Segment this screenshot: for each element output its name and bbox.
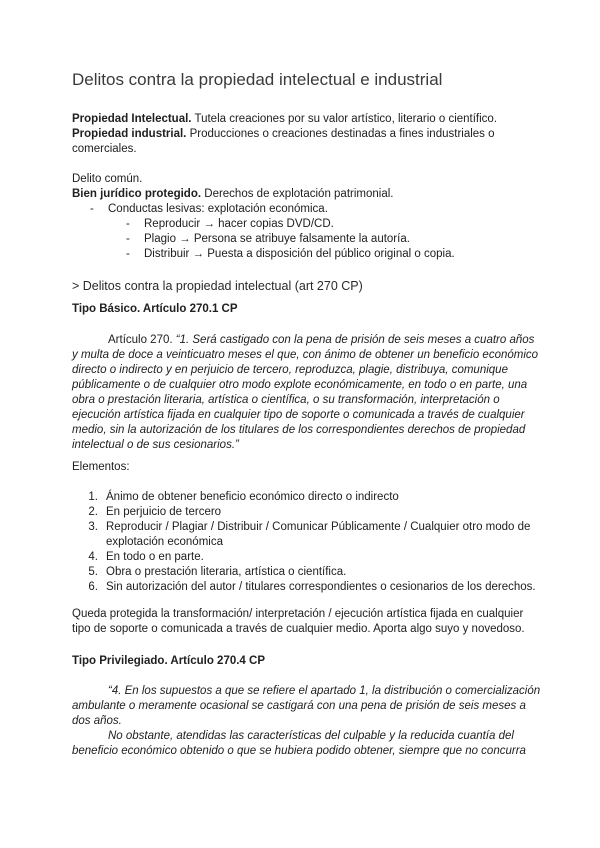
quote-line: directo o indirecto y en perjuicio de tercero, reproduzca, plagie, distribuya, comunique [72,364,508,376]
tipo-privilegiado-quote [72,684,541,759]
quote-line: intelectual o de sus cesionarios.” [72,439,239,451]
elementos-label: Elementos: [72,461,130,473]
list-item: 2. En perjuicio de tercero [88,506,222,518]
definitions [72,112,532,157]
quote-line: obra o prestación literaria, artística o científica, o su transformación, interpretación o [72,394,500,406]
delito-info [72,172,532,202]
definition-propiedad-industrial: Propiedad industrial. Producciones o creaciones destinadas a fines industriales o [72,128,495,140]
quote-line: dos años. [72,715,122,727]
tipo-privilegiado-heading: Tipo Privilegiado. Artículo 270.4 CP [72,655,265,667]
list-item: 6. Sin autorización del autor / titulares correspondientes o cesionarios de los derechos. [88,581,536,593]
conducta-item: Distribuir → Puesta a disposición del público original o copia. [144,248,455,260]
elementos-list [80,490,540,595]
document-title: Delitos contra la propiedad intelectual e industrial [72,70,443,89]
quote-line: medio, sin la autorización de los titulares de los correspondientes derechos de propiedad [72,424,526,436]
list-dash: - [126,233,130,245]
list-item: 5. Obra o prestación literaria, artística o científica. [88,566,347,578]
list-item: 1. Ánimo de obtener beneficio económico directo o indirecto [88,491,399,503]
list-item-continuation: explotación económica [106,536,223,548]
conducta-item: Plagio → Persona se atribuye falsamente la autoría. [144,233,410,245]
quote-line: ejecución artística fijada en cualquier tipo de soporte o comunicada a través de cualquier [72,409,525,421]
quote-line: No obstante, atendidas las características del culpable y la reducida cuantía del [108,730,514,742]
section-heading: > Delitos contra la propiedad intelectual (art 270 CP) [72,279,363,293]
tipo-basico-heading: Tipo Básico. Artículo 270.1 CP [72,303,238,315]
tipo-basico-quote [72,333,539,453]
list-item: 4. En todo o en parte. [88,551,204,563]
list-dash: - [126,218,130,230]
delito-comun: Delito común. [72,173,143,185]
definition-continuation: comerciales. [72,143,137,155]
definition-propiedad-intelectual: Propiedad Intelectual. Tutela creaciones por su valor artístico, literario o científico. [72,113,498,125]
list-item: 3. Reproducir / Plagiar / Distribuir / Comunicar Públicamente / Cualquier otro modo de [88,521,531,533]
quote-line: Artículo 270. “1. Será castigado con la pena de prisión de seis meses a cuatro años [108,334,535,346]
quote-line: ambulante o meramente ocasional se castigará con una pena de prisión de seis meses a [72,700,526,712]
conductas-label: Conductas lesivas: explotación económica. [108,203,328,215]
conducta-item: Reproducir → hacer copias DVD/CD. [144,218,334,230]
list-dash: - [126,248,130,260]
quote-line: beneficio económico obtenido o que se hubiera podido obtener, siempre que no concurra [72,745,526,757]
quote-line: públicamente o de cualquier otro modo explote económicamente, en todo o en parte, una [72,379,528,391]
queda-protegida: Queda protegida la transformación/ interpretación / ejecución artística fijada en cualquier tipo de soporte o comunicada a través de cualquier medio. Aporta algo suyo y novedoso. [72,608,525,635]
list-dash: - [90,203,94,215]
bien-juridico: Bien jurídico protegido. Derechos de explotación patrimonial. [72,188,394,200]
quote-line: “4. En los supuestos a que se refiere el apartado 1, la distribución o comercialización [108,685,541,697]
quote-line: y multa de doce a veinticuatro meses el que, con ánimo de obtener un beneficio económico [72,349,539,361]
